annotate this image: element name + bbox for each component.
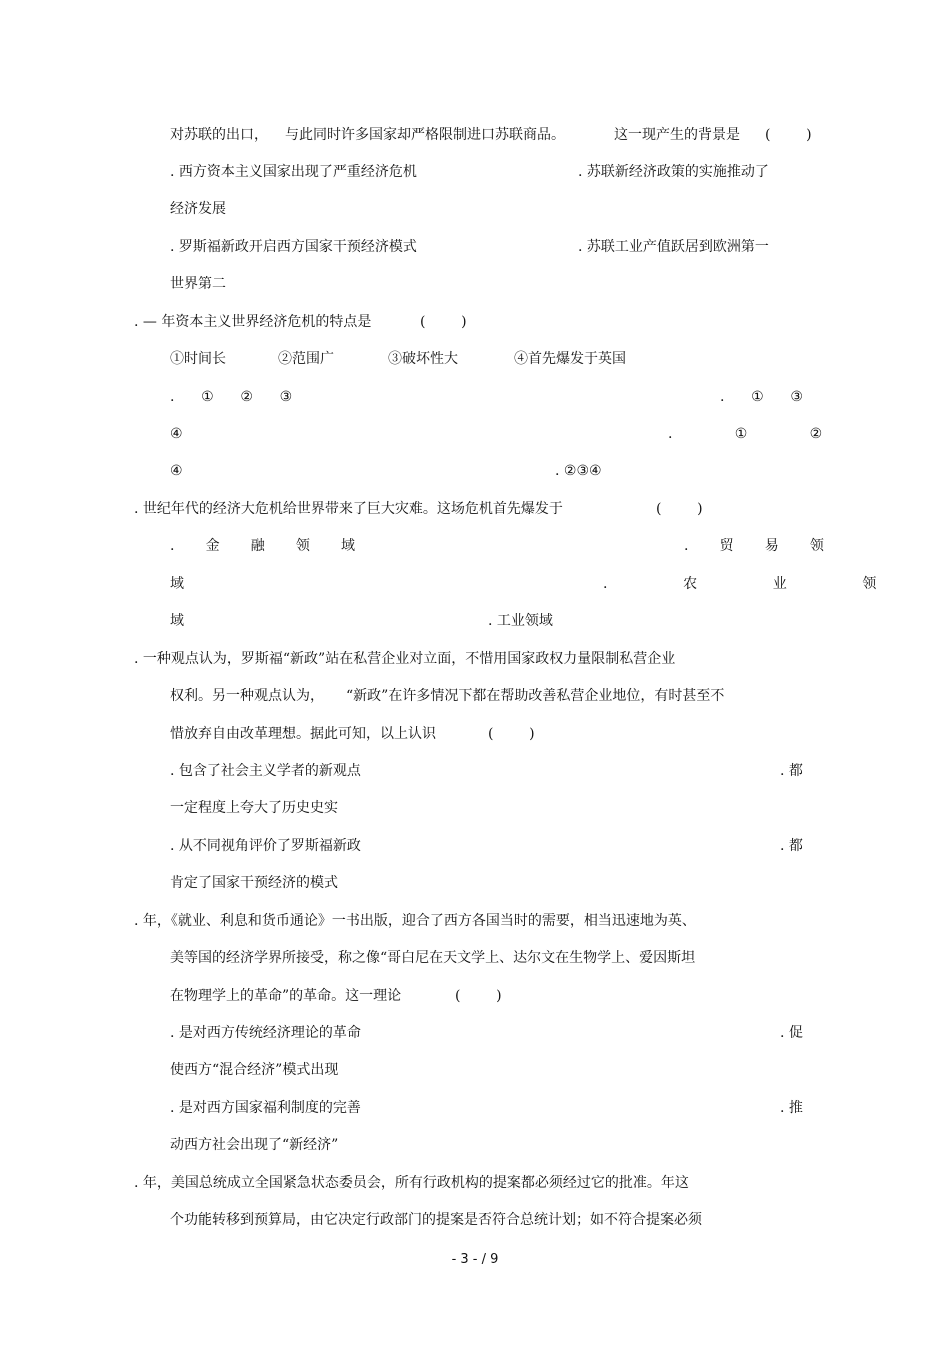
option-d: . 苏联工业产值跃居到欧洲第一 [578,239,769,255]
item-1: ①时间长 [170,351,226,367]
option-d: . 推 [780,1100,803,1116]
option-d: . 都 [780,838,803,854]
question-text: 在物理学上的革命”的革命。这一理论 [170,988,402,1004]
page-number: - 3 - / 9 [451,1252,499,1267]
answer-bracket: ( ) [488,726,535,742]
option-text: 经济发展 [170,201,226,217]
option-a: . 西方资本主义国家出现了严重经济危机 [170,164,417,180]
text-line: 对苏联的出口， [170,127,268,143]
option-a: . 包含了社会主义学者的新观点 [170,763,361,779]
option-text: 世界第二 [170,276,226,292]
question-text: “新政”在许多情况下都在帮助改善私营企业地位，有时甚至不 [346,688,725,704]
question-text: . — 年资本主义世界经济危机的特点是 [134,314,372,330]
option-text: ④ [170,426,183,442]
answer-bracket: ( ) [455,988,502,1004]
option-c: . 是对西方国家福利制度的完善 [170,1100,361,1116]
option-b: . 都 [780,763,803,779]
option-d: . ②③④ [555,463,602,479]
option-c: . ① ② [668,426,823,442]
option-text: 使西方“混合经济”模式出现 [170,1062,339,1078]
item-4: ④首先爆发于英国 [514,351,626,367]
text-line: 这一现产生的背景是 [614,127,740,143]
question-text: 权利。另一种观点认为， [170,688,324,704]
option-a: . ① ② ③ [170,389,293,405]
option-d: . 工业领域 [488,613,553,629]
text-line: 与此同时许多国家却严格限制进口苏联商品。 [285,127,565,143]
option-b: . 促 [780,1025,803,1041]
question-text: . 世纪年代的经济大危机给世界带来了巨大灾难。这场危机首先爆发于 [134,501,563,517]
question-text: . 年，《就业、利息和货币通论》一书出版，迎合了西方各国当时的需要，相当迅速地为英、 [134,913,696,929]
option-text: 肯定了国家干预经济的模式 [170,875,338,891]
question-text: 个功能转移到预算局，由它决定行政部门的提案是否符合总统计划；如不符合提案必须 [170,1212,702,1228]
question-text: . 一种观点认为，罗斯福“新政”站在私营企业对立面，不惜用国家政权力量限制私营企业 [134,651,676,667]
item-3: ③破坏性大 [388,351,458,367]
option-c: . 农 业 领 [603,576,877,592]
option-text: ④ [170,463,183,479]
option-c: . 从不同视角评价了罗斯福新政 [170,838,361,854]
option-text: 动西方社会出现了“新经济” [170,1137,339,1153]
option-a: . 金 融 领 域 [170,538,356,554]
item-2: ②范围广 [278,351,334,367]
option-a: . 是对西方传统经济理论的革命 [170,1025,361,1041]
answer-bracket: ( ) [420,314,467,330]
option-text: 一定程度上夸大了历史史实 [170,800,338,816]
answer-bracket: ( ) [656,501,703,517]
question-text: 惜放弃自由改革理想。据此可知，以上认识 [170,726,436,742]
option-b: . ① ③ [720,389,803,405]
option-c: . 罗斯福新政开启西方国家干预经济模式 [170,239,417,255]
answer-bracket: ( ) [765,127,812,143]
option-text: 域 [170,613,184,629]
option-b: . 贸 易 领 [684,538,824,554]
option-b: . 苏联新经济政策的实施推动了 [578,164,769,180]
question-text: 美等国的经济学界所接受，称之像“哥白尼在天文学上、达尔文在生物学上、爱因斯坦 [170,950,696,966]
option-text: 域 [170,576,184,592]
question-text: . 年，美国总统成立全国紧急状态委员会，所有行政机构的提案都必须经过它的批准。年这 [134,1175,689,1191]
